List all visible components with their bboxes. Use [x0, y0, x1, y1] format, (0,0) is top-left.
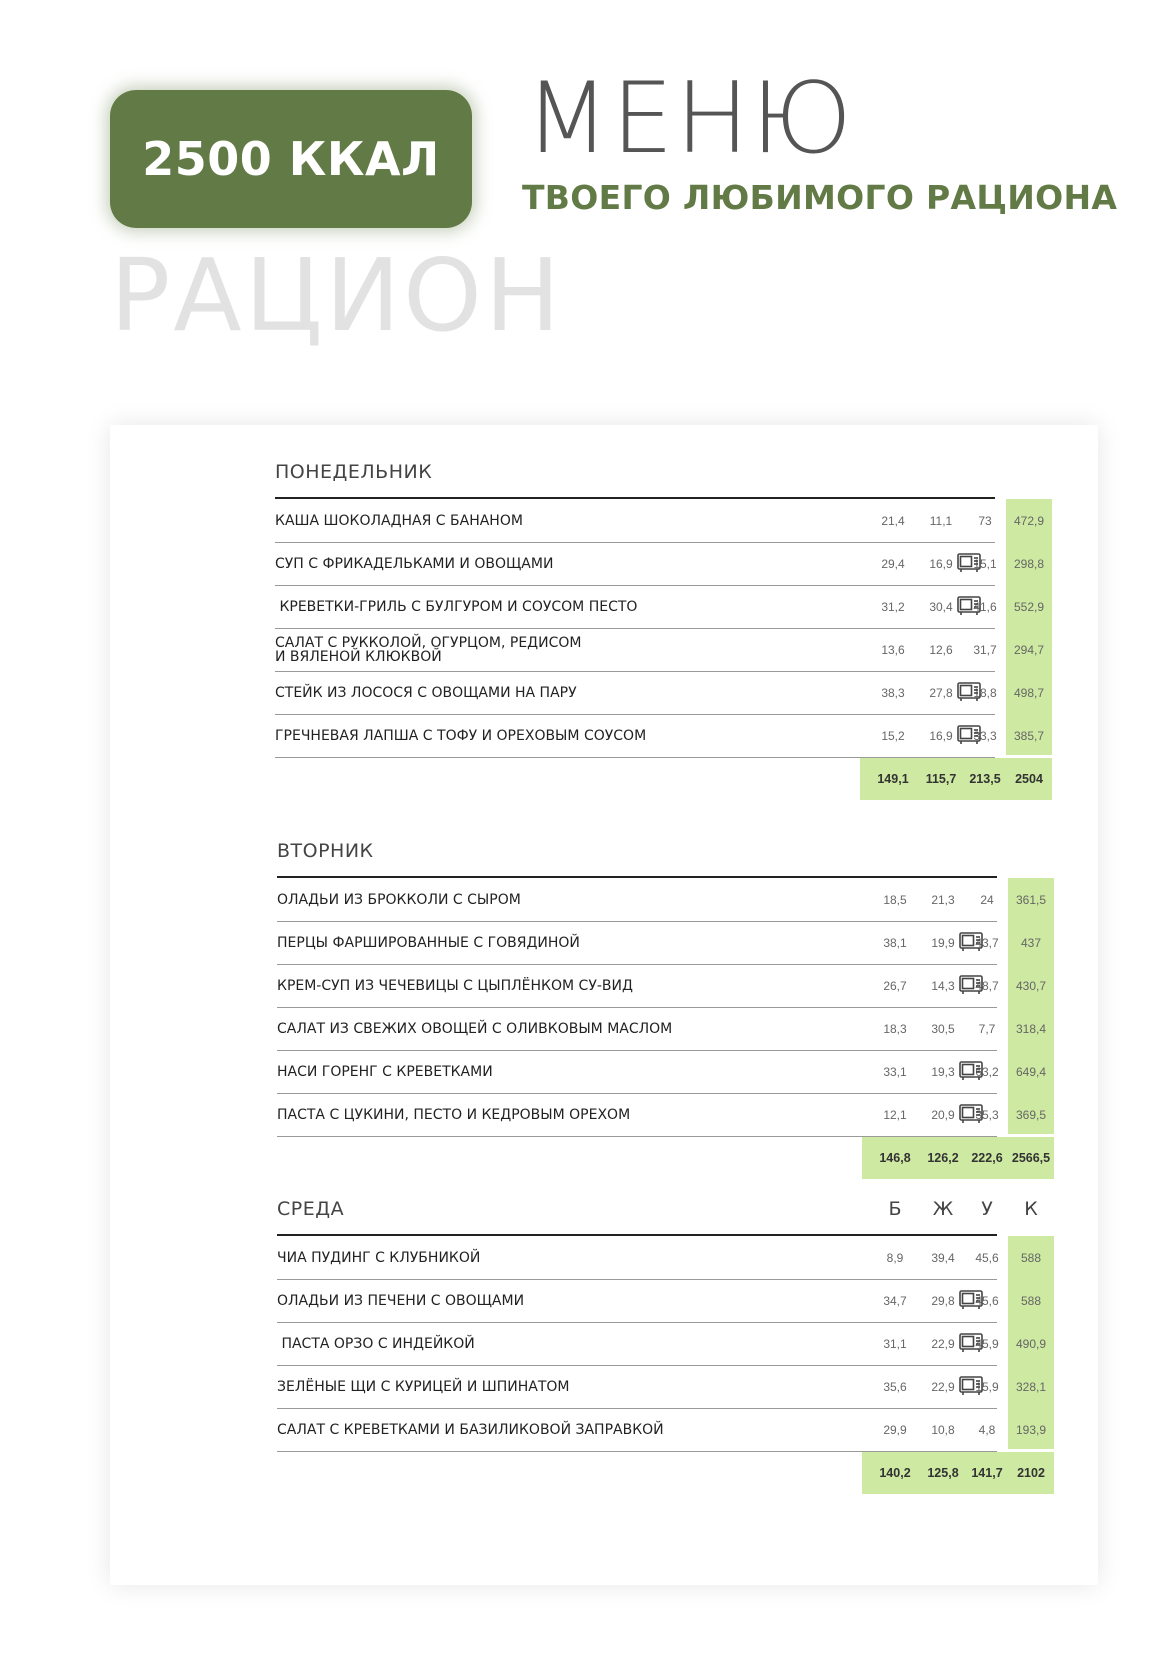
dish-name: САЛАТ ИЗ СВЕЖИХ ОВОЩЕЙ С ОЛИВКОВЫМ МАСЛОМ	[277, 1020, 673, 1037]
carbs-value: 41,6	[973, 599, 997, 614]
menu-row	[277, 1408, 1047, 1452]
dish-name: ПЕРЦЫ ФАРШИРОВАННЫЕ С ГОВЯДИНОЙ	[277, 934, 580, 951]
fat-value: 14,3	[931, 978, 955, 993]
dish-name: ГРЕЧНЕВАЯ ЛАПША С ТОФУ И ОРЕХОВЫМ СОУСОМ	[275, 727, 647, 744]
carbs-total: 141,7	[971, 1466, 1003, 1480]
protein-value: 26,7	[883, 978, 907, 993]
menu-row	[277, 1279, 1042, 1323]
carbs-value: 48,7	[975, 978, 999, 993]
fat-value: 39,4	[931, 1250, 955, 1265]
protein-value: 29,4	[881, 556, 905, 571]
calories-value: 552,9	[1013, 599, 1045, 614]
fat-value: 19,3	[931, 1064, 955, 1079]
menu-row	[277, 878, 1047, 922]
carbs-value: 63,2	[975, 1064, 999, 1079]
protein-value: 12,1	[883, 1107, 907, 1122]
calories-value: 385,7	[1013, 728, 1045, 743]
menu-card	[110, 425, 1098, 1585]
calories-value: 361,5	[1015, 892, 1047, 907]
fat-value: 20,9	[931, 1107, 955, 1122]
microwave-icon	[959, 1061, 983, 1081]
calorie-badge-label: 2500 ККАЛ	[142, 132, 440, 186]
menu-row	[277, 921, 1042, 965]
carbs-total: 213,5	[969, 772, 1001, 786]
protein-value: 21,4	[881, 513, 905, 528]
fat-value: 27,8	[929, 685, 953, 700]
calories-value: 318,4	[1015, 1021, 1047, 1036]
dish-name: КАША ШОКОЛАДНАЯ С БАНАНОМ	[275, 512, 523, 529]
dish-name: СУП С ФРИКАДЕЛЬКАМИ И ОВОЩАМИ	[275, 555, 554, 572]
calories-value: 298,8	[1013, 556, 1045, 571]
menu-row	[277, 1365, 1047, 1409]
dish-name: ЗЕЛЁНЫЕ ЩИ С КУРИЦЕЙ И ШПИНАТОМ	[277, 1378, 570, 1395]
dish-name: ОЛАДЬИ ИЗ БРОККОЛИ С СЫРОМ	[277, 891, 521, 908]
protein-total: 146,8	[879, 1151, 911, 1165]
dish-name: КРЕМ-СУП ИЗ ЧЕЧЕВИЦЫ С ЦЫПЛЁНКОМ СУ-ВИД	[277, 977, 633, 994]
menu-row	[277, 1322, 1047, 1366]
fat-value: 16,9	[929, 728, 953, 743]
protein-value: 15,2	[881, 728, 905, 743]
page-subtitle: ТВОЕГО ЛЮБИМОГО РАЦИОНА	[522, 178, 1118, 217]
microwave-icon	[959, 1376, 983, 1396]
protein-value: 18,3	[883, 1021, 907, 1036]
menu-row	[275, 585, 1045, 629]
fat-value: 30,4	[929, 599, 953, 614]
microwave-icon	[959, 932, 983, 952]
protein-total: 149,1	[877, 772, 909, 786]
page-title: МЕНЮ	[525, 62, 855, 176]
calories-total: 2566,5	[1011, 1151, 1051, 1165]
fat-value: 22,9	[931, 1336, 955, 1351]
menu-row	[275, 628, 1045, 672]
column-header: Б	[888, 1198, 902, 1220]
calories-value: 437	[1020, 935, 1042, 950]
carbs-value: 73	[978, 513, 992, 528]
fat-value: 21,3	[931, 892, 955, 907]
column-header: К	[1024, 1198, 1038, 1220]
protein-value: 18,5	[883, 892, 907, 907]
dish-name: КРЕВЕТКИ-ГРИЛЬ С БУЛГУРОМ И СОУСОМ ПЕСТО	[275, 598, 638, 615]
protein-value: 31,2	[881, 599, 905, 614]
dish-name: ЧИА ПУДИНГ С КЛУБНИКОЙ	[277, 1249, 481, 1266]
dish-name: САЛАТ С КРЕВЕТКАМИ И БАЗИЛИКОВОЙ ЗАПРАВКОЙ	[277, 1421, 664, 1438]
day-title: ВТОРНИК	[277, 840, 374, 862]
menu-row	[277, 1050, 1047, 1094]
day-title: СРЕДА	[277, 1198, 345, 1220]
calories-value: 498,7	[1013, 685, 1045, 700]
calorie-badge	[110, 90, 472, 228]
menu-row	[277, 1007, 1047, 1051]
fat-value: 16,9	[929, 556, 953, 571]
protein-value: 35,6	[883, 1379, 907, 1394]
menu-row	[275, 542, 1045, 586]
fat-value: 22,9	[931, 1379, 955, 1394]
fat-total: 126,2	[927, 1151, 959, 1165]
calories-value: 328,1	[1015, 1379, 1047, 1394]
dish-name: ОЛАДЬИ ИЗ ПЕЧЕНИ С ОВОЩАМИ	[277, 1292, 525, 1309]
fat-total: 115,7	[925, 772, 957, 786]
protein-value: 38,3	[881, 685, 905, 700]
dish-name: СТЕЙК ИЗ ЛОСОСЯ С ОВОЩАМИ НА ПАРУ	[275, 684, 577, 701]
carbs-value: 24	[980, 892, 994, 907]
carbs-value: 7,7	[978, 1021, 996, 1036]
calories-value: 649,4	[1015, 1064, 1047, 1079]
protein-total: 140,2	[879, 1466, 911, 1480]
menu-row	[275, 714, 1045, 758]
protein-value: 34,7	[883, 1293, 907, 1308]
carbs-value: 35,3	[975, 1107, 999, 1122]
microwave-icon	[957, 596, 981, 616]
carbs-value: 45,6	[975, 1250, 999, 1265]
dish-name: НАСИ ГОРЕНГ С КРЕВЕТКАМИ	[277, 1063, 493, 1080]
fat-value: 11,1	[929, 513, 953, 528]
column-header: Ж	[932, 1198, 954, 1220]
microwave-icon	[957, 553, 981, 573]
calories-value: 588	[1020, 1250, 1042, 1265]
calories-value: 193,9	[1015, 1422, 1047, 1437]
calories-value: 369,5	[1015, 1107, 1047, 1122]
day-title: ПОНЕДЕЛЬНИК	[275, 461, 433, 483]
microwave-icon	[957, 725, 981, 745]
day-section	[277, 1198, 1047, 1558]
microwave-icon	[959, 1290, 983, 1310]
fat-value: 29,8	[931, 1293, 955, 1308]
menu-row	[277, 964, 1047, 1008]
fat-value: 10,8	[931, 1422, 955, 1437]
carbs-value: 33,3	[973, 728, 997, 743]
calories-value: 294,7	[1013, 642, 1045, 657]
carbs-value: 15,9	[975, 1379, 999, 1394]
protein-value: 8,9	[886, 1250, 904, 1265]
fat-total: 125,8	[927, 1466, 959, 1480]
carbs-value: 4,8	[978, 1422, 996, 1437]
calories-value: 472,9	[1013, 513, 1045, 528]
menu-row	[277, 1093, 1047, 1137]
calories-total: 2102	[1017, 1466, 1045, 1480]
protein-value: 33,1	[883, 1064, 907, 1079]
dish-name: САЛАТ С РУККОЛОЙ, ОГУРЦОМ, РЕДИСОМ И ВЯЛЕНОЙ КЛЮКВОЙ	[275, 634, 582, 665]
fat-value: 30,5	[931, 1021, 955, 1036]
calories-total: 2504	[1015, 772, 1043, 786]
protein-value: 31,1	[883, 1336, 907, 1351]
day-section	[275, 461, 1045, 821]
column-header: У	[981, 1198, 993, 1220]
dish-name: ПАСТА С ЦУКИНИ, ПЕСТО И КЕДРОВЫМ ОРЕХОМ	[277, 1106, 631, 1123]
carbs-value: 31,7	[973, 642, 997, 657]
protein-value: 38,1	[883, 935, 907, 950]
day-section	[277, 840, 1051, 1200]
microwave-icon	[959, 1333, 983, 1353]
microwave-icon	[959, 975, 983, 995]
microwave-icon	[957, 682, 981, 702]
calories-value: 490,9	[1015, 1336, 1047, 1351]
protein-value: 29,9	[883, 1422, 907, 1437]
carbs-total: 222,6	[971, 1151, 1003, 1165]
carbs-value: 15,1	[973, 556, 997, 571]
calories-value: 588	[1020, 1293, 1042, 1308]
menu-row	[275, 499, 1045, 543]
calories-value: 430,7	[1015, 978, 1047, 993]
dish-name: ПАСТА ОРЗО С ИНДЕЙКОЙ	[277, 1335, 475, 1352]
fat-value: 19,9	[931, 935, 955, 950]
ghost-heading: РАЦИОН	[110, 237, 564, 354]
microwave-icon	[959, 1104, 983, 1124]
carbs-value: 45,6	[975, 1293, 999, 1308]
fat-value: 12,6	[929, 642, 953, 657]
menu-row	[277, 1236, 1042, 1280]
carbs-value: 43,7	[975, 935, 999, 950]
protein-value: 13,6	[881, 642, 905, 657]
menu-row	[275, 671, 1045, 715]
carbs-value: 45,9	[975, 1336, 999, 1351]
carbs-value: 18,8	[973, 685, 997, 700]
